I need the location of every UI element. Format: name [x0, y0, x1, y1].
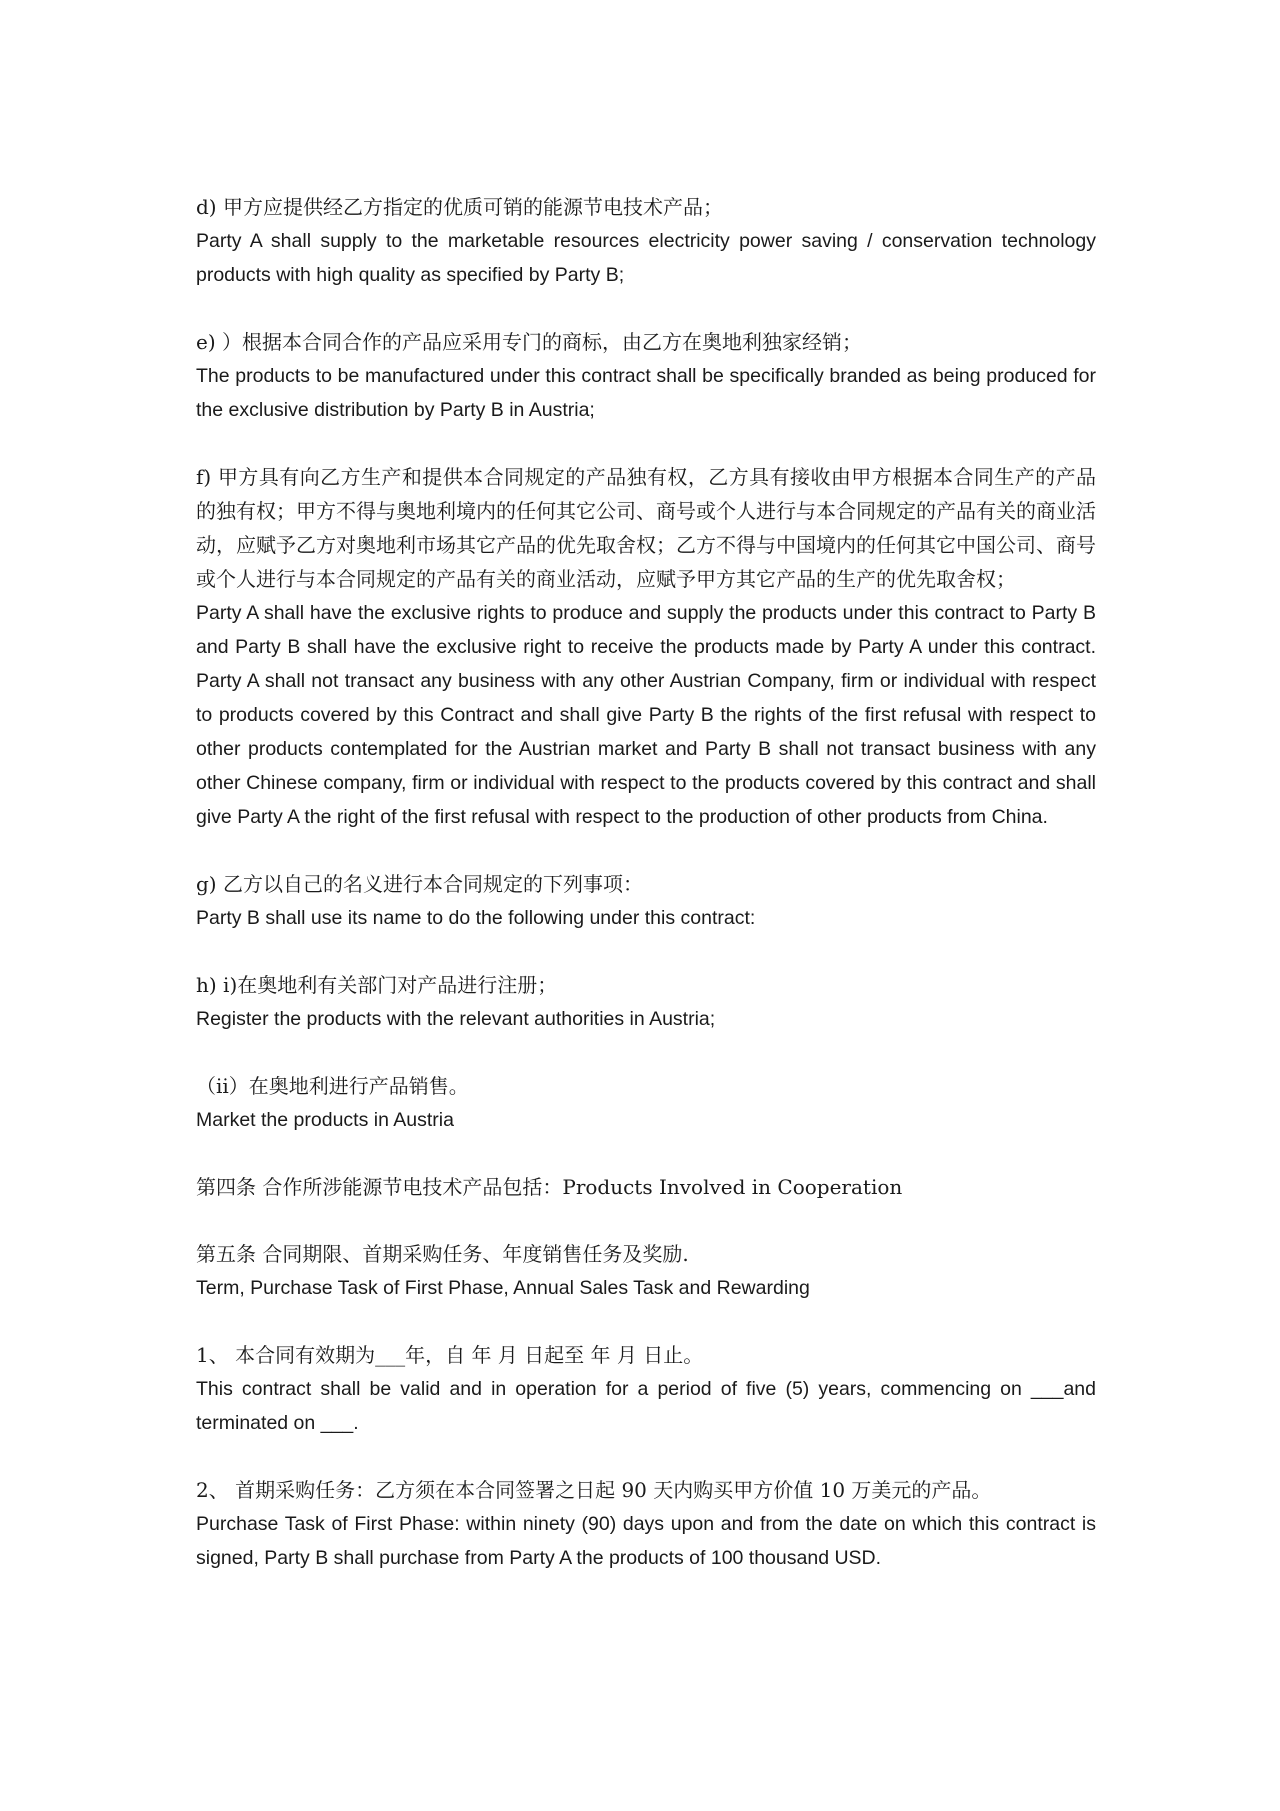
clause-g — [196, 867, 1096, 935]
clause-h-i-en: Register the products with the relevant authorities in Austria; — [196, 1008, 716, 1030]
article-5-item-1-en: This contract shall be valid and in operation for a period of five (5) years, commencing on ___and terminated on ___. — [196, 1378, 1096, 1434]
clause-d-en: Party A shall supply to the marketable resources electricity power saving / conservation technology products with high quality as specified by Party B; — [196, 230, 1096, 286]
article-5-item-1 — [196, 1338, 1096, 1440]
clause-h-ii-en: Market the products in Austria — [196, 1109, 454, 1131]
clause-e-en: The products to be manufactured under this contract shall be specifically branded as being produced for the exclusive distribution by Party B in Austria; — [196, 365, 1096, 421]
clause-e-zh: e) ）根据本合同合作的产品应采用专门的商标，由乙方在奥地利独家经销； — [196, 330, 862, 354]
article-4-heading: 第四条 合作所涉能源节电技术产品包括：Products Involved in Cooperation — [196, 1175, 903, 1199]
article-5-item-2-en: Purchase Task of First Phase: within ninety (90) days upon and from the date on which this contract is signed, Party B shall purchase from Party A the products of 100 thousand USD. — [196, 1513, 1096, 1569]
clause-d — [196, 190, 1096, 292]
article-5-item-2-zh: 2、 首期采购任务：乙方须在本合同签署之日起 90 天内购买甲方价值 10 万美元的产品。 — [196, 1478, 992, 1502]
clause-h-i-zh: h) i)在奥地利有关部门对产品进行注册； — [196, 973, 558, 997]
clause-f-en: Party A shall have the exclusive rights to produce and supply the products under this contract to Party B and Party B shall have the exclusive right to receive the products made by Party A under this contract. Party A shall not transact any business with any other Austrian Company, firm or individual with respect to products covered by this Contract and shall give Party B the rights of the first refusal with respect to other products contemplated for the Austrian market and Party B shall not transact business with any other Chinese company, firm or individual with respect to the products covered by this contract and shall give Party A the right of the first refusal with respect to the production of other products from China. — [196, 602, 1096, 828]
article-5-item-1-zh: 1、 本合同有效期为___年，自 年 月 日起至 年 月 日止。 — [196, 1343, 704, 1367]
clause-g-zh: g) 乙方以自己的名义进行本合同规定的下列事项： — [196, 872, 643, 896]
article-5-heading-zh: 第五条 合同期限、首期采购任务、年度销售任务及奖励. — [196, 1242, 689, 1266]
clause-f-zh: f) 甲方具有向乙方生产和提供本合同规定的产品独有权，乙方具有接收由甲方根据本合同生产的产品的独有权；甲方不得与奥地利境内的任何其它公司、商号或个人进行与本合同规定的产品有关的商业活动，应赋予乙方对奥地利市场其它产品的优先取舍权；乙方不得与中国境内的任何其它中国公司、商号或个人进行与本合同规定的产品有关的商业活动，应赋予甲方其它产品的生产的优先取舍权； — [196, 465, 1096, 591]
clause-h-ii-zh: （ii）在奥地利进行产品销售。 — [196, 1074, 469, 1098]
document-page — [196, 190, 1096, 1608]
clause-h-i — [196, 968, 1096, 1036]
article-5-heading-en: Term, Purchase Task of First Phase, Annual Sales Task and Rewarding — [196, 1277, 810, 1299]
clause-g-en: Party B shall use its name to do the following under this contract: — [196, 907, 756, 929]
clause-d-zh: d) 甲方应提供经乙方指定的优质可销的能源节电技术产品； — [196, 195, 723, 219]
article-4 — [196, 1170, 1096, 1204]
clause-e — [196, 325, 1096, 427]
clause-f — [196, 460, 1096, 834]
clause-h-ii — [196, 1069, 1096, 1137]
article-5 — [196, 1237, 1096, 1305]
article-5-item-2 — [196, 1473, 1096, 1575]
